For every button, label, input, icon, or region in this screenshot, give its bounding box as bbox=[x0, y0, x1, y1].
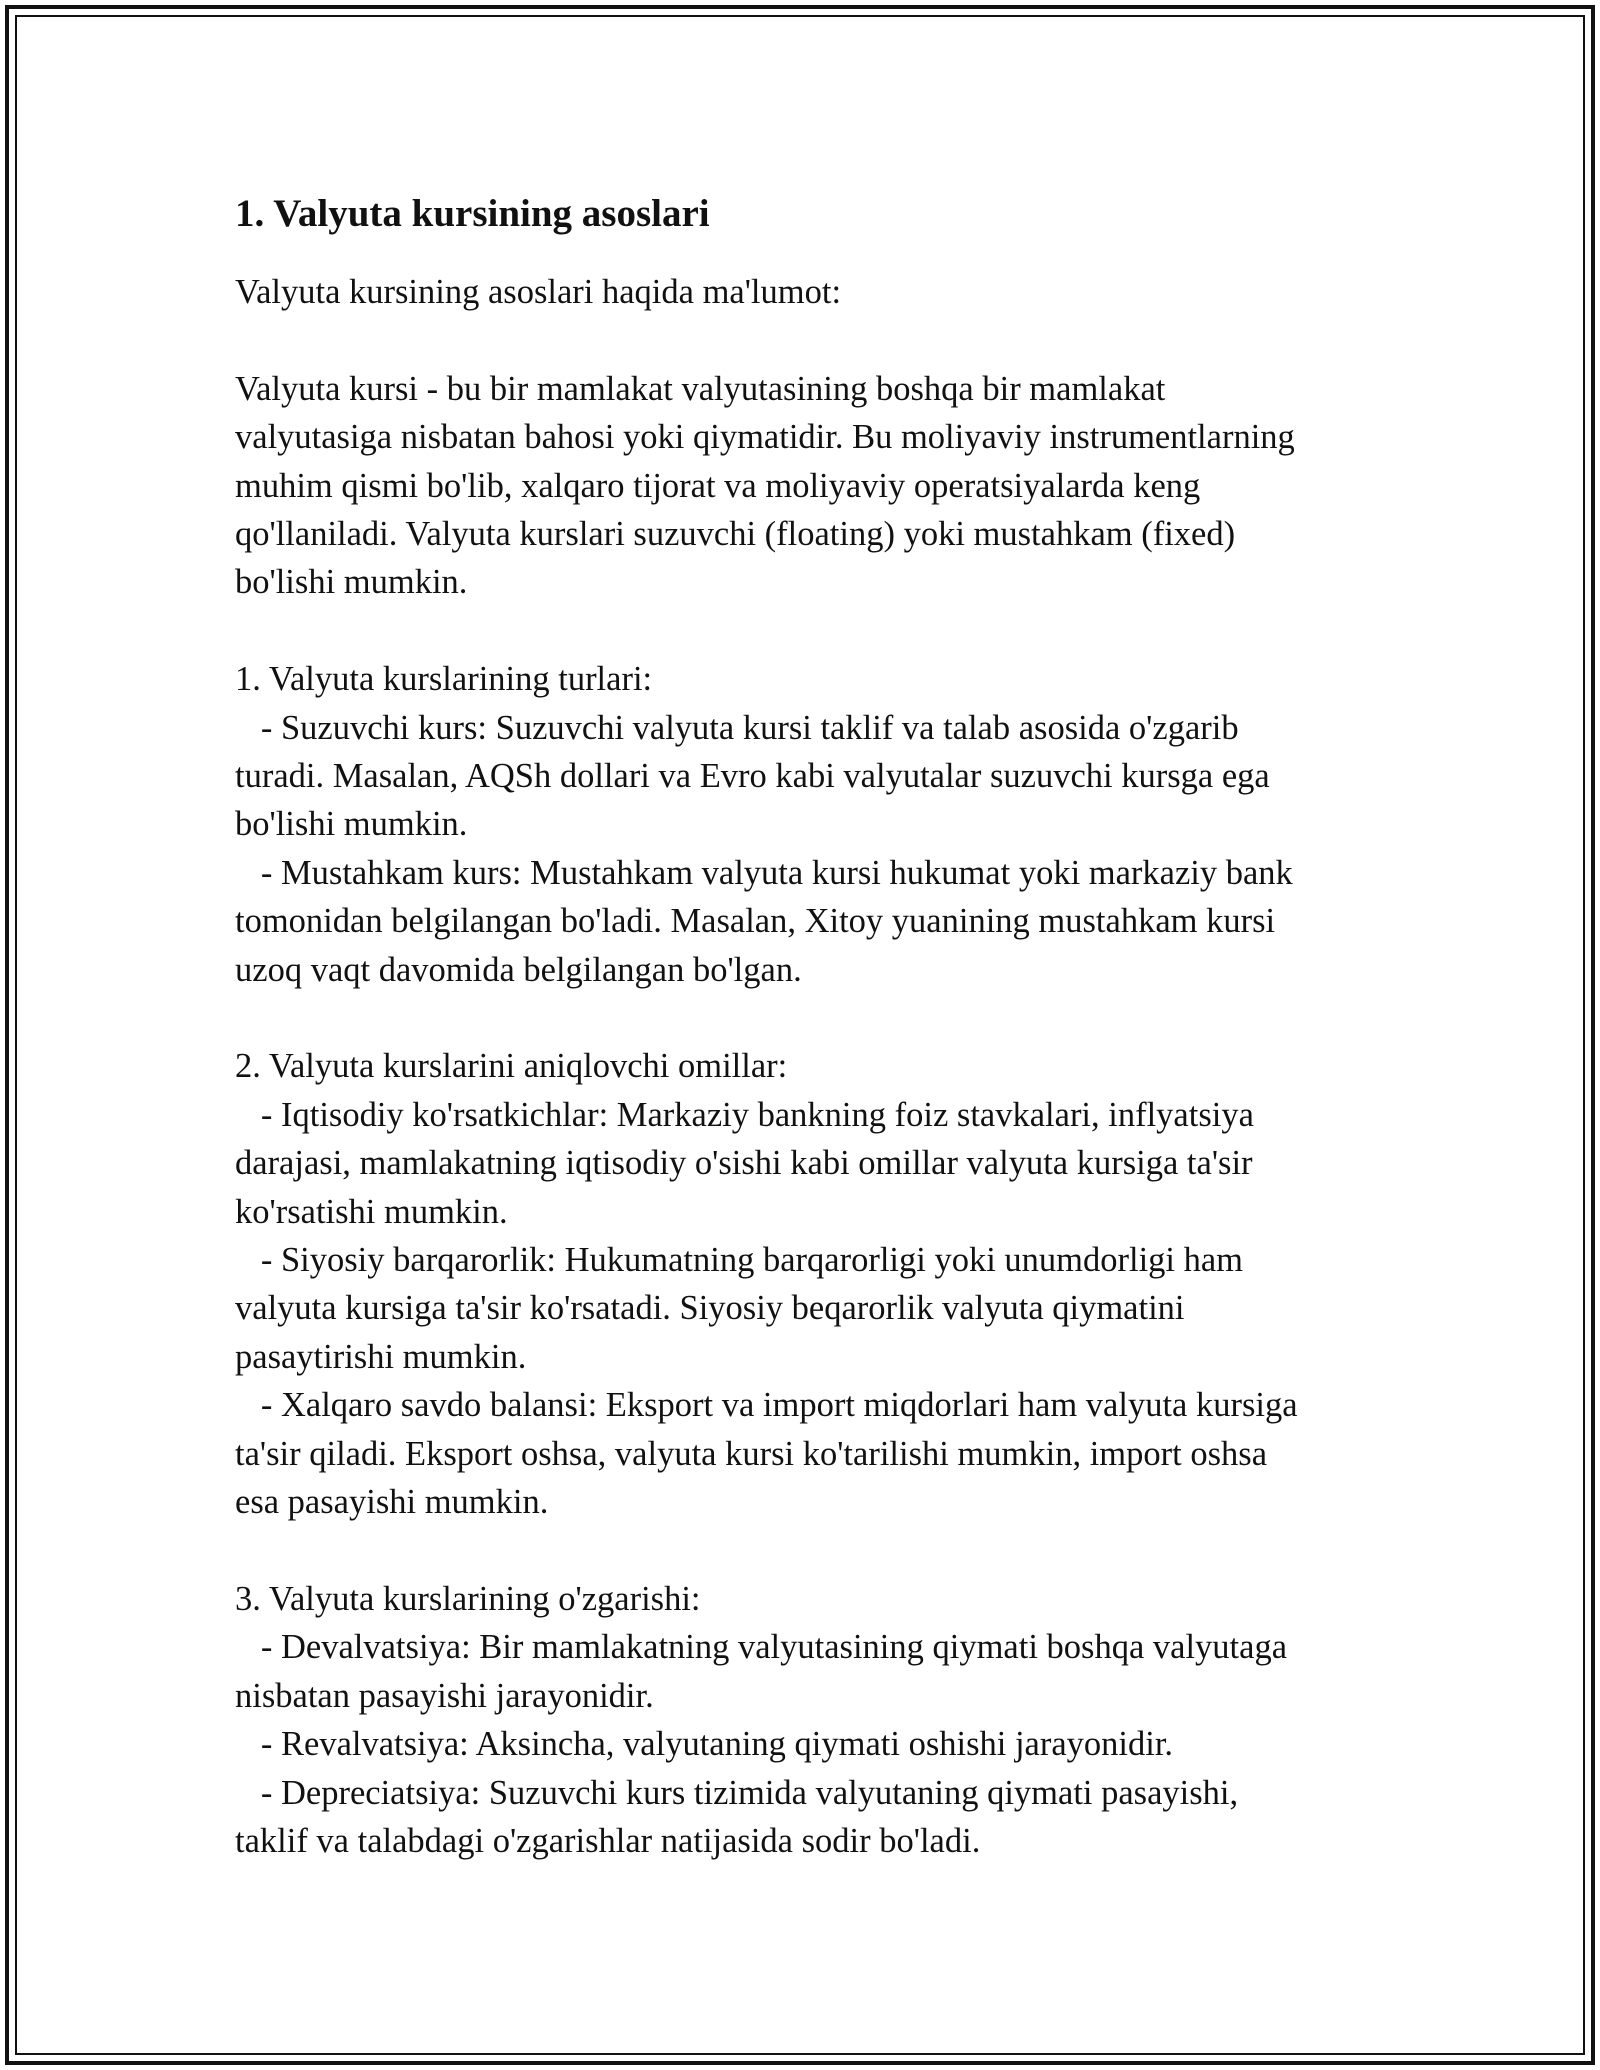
section-heading: 3. Valyuta kurslarining o'zgarishi: bbox=[235, 1579, 701, 1618]
section-heading: 1. Valyuta kurslarining turlari: bbox=[235, 660, 653, 699]
section-line: esa pasayishi mumkin. bbox=[235, 1483, 549, 1522]
section-line: - Depreciatsiya: Suzuvchi kurs tizimida valyutaning qiymati pasayishi, bbox=[235, 1773, 1239, 1812]
section-line: nisbatan pasayishi jarayonidir. bbox=[235, 1676, 654, 1715]
definition-line: muhim qismi bo'lib, xalqaro tijorat va moliyaviy operatsiyalarda keng bbox=[235, 466, 1201, 505]
section-line: - Suzuvchi kurs: Suzuvchi valyuta kursi taklif va talab asosida o'zgarib bbox=[235, 708, 1239, 747]
section-changes bbox=[235, 1575, 1385, 1865]
section-line: - Xalqaro savdo balansi: Eksport va import miqdorlari ham valyuta kursiga bbox=[235, 1386, 1298, 1425]
section-line: darajasi, mamlakatning iqtisodiy o'sishi kabi omillar valyuta kursiga ta'sir bbox=[235, 1144, 1253, 1183]
definition-line: bo'lishi mumkin. bbox=[235, 563, 468, 602]
paragraph-gap bbox=[235, 607, 1385, 655]
section-line: - Mustahkam kurs: Mustahkam valyuta kursi hukumat yoki markaziy bank bbox=[235, 853, 1293, 892]
section-line: - Revalvatsiya: Aksincha, valyutaning qiymati oshishi jarayonidir. bbox=[235, 1725, 1174, 1764]
definition-line: Valyuta kursi - bu bir mamlakat valyutasining boshqa bir mamlakat bbox=[235, 369, 1166, 408]
paragraph-gap bbox=[235, 316, 1385, 364]
section-line: ko'rsatishi mumkin. bbox=[235, 1192, 508, 1231]
section-line: tomonidan belgilangan bo'ladi. Masalan, Xitoy yuanining mustahkam kursi bbox=[235, 902, 1276, 941]
section-line: turadi. Masalan, AQSh dollari va Evro kabi valyutalar suzuvchi kursga ega bbox=[235, 757, 1270, 796]
section-line: - Siyosiy barqarorlik: Hukumatning barqarorligi yoki unumdorligi ham bbox=[235, 1241, 1244, 1280]
document-body bbox=[235, 180, 1385, 1865]
section-line: - Iqtisodiy ko'rsatkichlar: Markaziy bankning foiz stavkalari, inflyatsiya bbox=[235, 1095, 1254, 1134]
document-title: 1. Valyuta kursining asoslari bbox=[235, 192, 710, 235]
section-line: uzoq vaqt davomida belgilangan bo'lgan. bbox=[235, 950, 802, 989]
section-factors bbox=[235, 1042, 1385, 1526]
section-line: bo'lishi mumkin. bbox=[235, 805, 468, 844]
definition-line: qo'llaniladi. Valyuta kurslari suzuvchi (floating) yoki mustahkam (fixed) bbox=[235, 515, 1236, 554]
paragraph-gap bbox=[235, 1527, 1385, 1575]
section-line: pasaytirishi mumkin. bbox=[235, 1337, 527, 1376]
section-line: ta'sir qiladi. Eksport oshsa, valyuta kursi ko'tarilishi mumkin, import oshsa bbox=[235, 1434, 1268, 1473]
section-line: taklif va talabdagi o'zgarishlar natijasida sodir bo'ladi. bbox=[235, 1821, 981, 1860]
section-line: - Devalvatsiya: Bir mamlakatning valyutasining qiymati boshqa valyutaga bbox=[235, 1628, 1288, 1667]
definition-paragraph bbox=[235, 365, 1385, 607]
definition-line: valyutasiga nisbatan bahosi yoki qiymatidir. Bu moliyaviy instrumentlarning bbox=[235, 418, 1295, 457]
paragraph-gap bbox=[235, 994, 1385, 1042]
section-types bbox=[235, 655, 1385, 994]
section-line: valyuta kursiga ta'sir ko'rsatadi. Siyosiy beqarorlik valyuta qiymatini bbox=[235, 1289, 1185, 1328]
section-heading: 2. Valyuta kurslarini aniqlovchi omillar: bbox=[235, 1047, 788, 1086]
intro-line: Valyuta kursining asoslari haqida ma'lumot: bbox=[235, 273, 842, 311]
